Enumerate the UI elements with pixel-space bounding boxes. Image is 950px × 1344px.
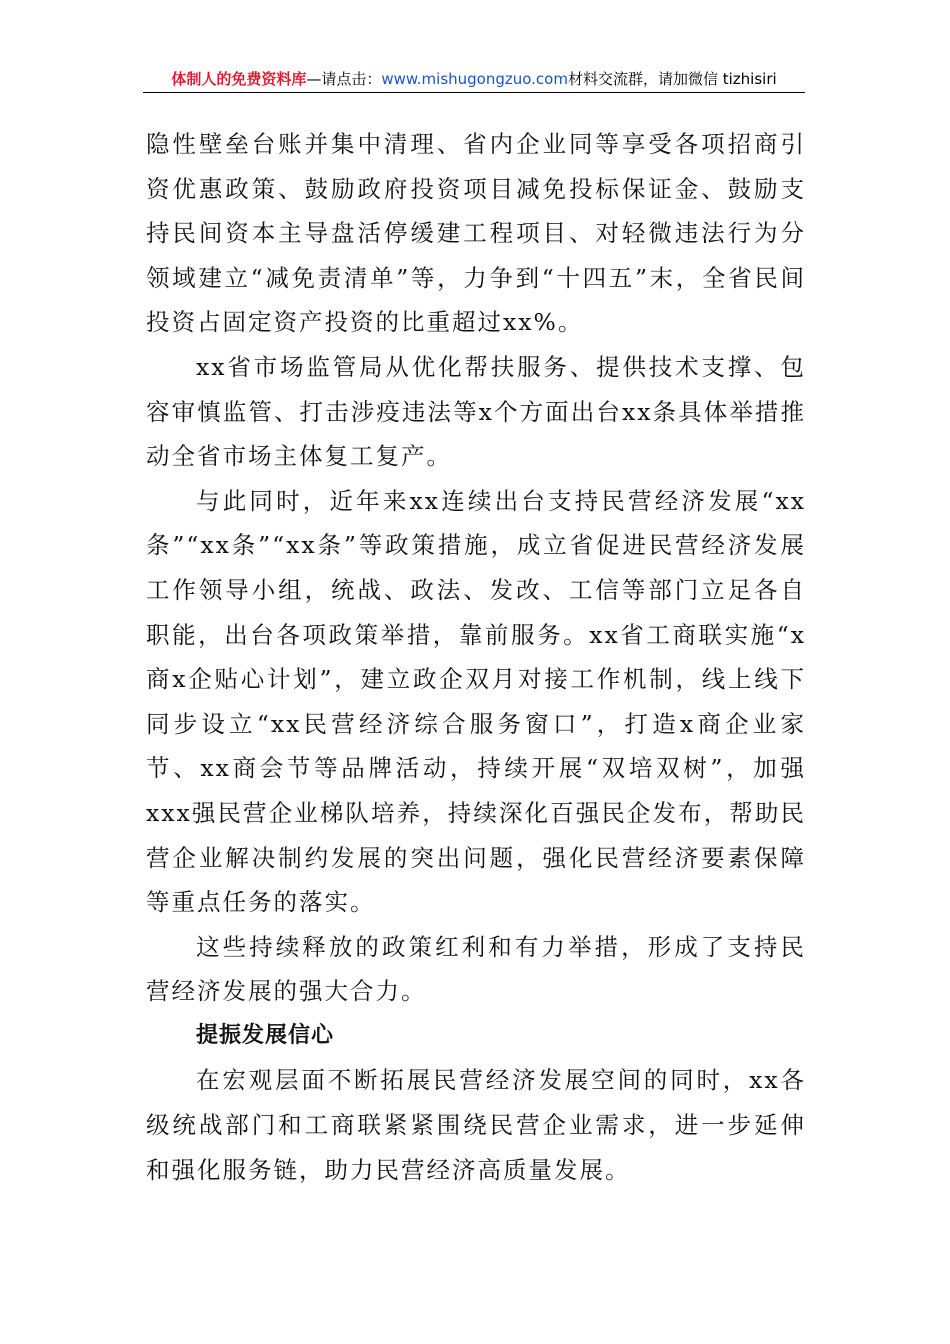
header-prompt: —请点击： xyxy=(306,70,382,88)
paragraph-1: 隐性壁垒台账并集中清理、省内企业同等享受各项招商引资优惠政策、鼓励政府投资项目减免投标保证金、鼓励支持民间资本主导盘活停缓建工程项目、对轻微违法行为分领域建立“减免责清单”等，力争到“十四五”末，全省民间投资占固定资产投资的比重超过xx%。 xyxy=(146,130,806,337)
paragraph-3: 与此同时，近年来xx连续出台支持民营经济发展“xx条”“xx条”“xx条”等政策措施，成立省促进民营经济发展工作领导小组，统战、政法、发改、工信等部门立足各自职能，出台各项政策举措，靠前服务。xx省工商联实施“x商x企贴心计划”，建立政企双月对接工作机制，线上线下同步设立“xx民营经济综合服务窗口”，打造x商企业家节、xx商会节等品牌活动，持续开展“双培双树”，加强xxx强民营企业梯队培养，持续深化百强民企发布，帮助民营企业解决制约发展的突出问题，强化民营经济要素保障等重点任务的落实。 xyxy=(146,486,806,917)
page-header xyxy=(143,66,805,93)
header-brand: 体制人的免费资料库 xyxy=(171,70,307,88)
header-contact: 材料交流群，请加微信 tizhisiri xyxy=(567,70,777,88)
section-heading: 提振发展信心 xyxy=(196,1022,335,1048)
document-body xyxy=(146,122,806,1192)
paragraph-4: 这些持续释放的政策红利和有力举措，形成了支持民营经济发展的强大合力。 xyxy=(146,932,806,1006)
header-link[interactable]: www.mishugongzuo.com xyxy=(381,70,568,88)
paragraph-2: xx省市场监管局从优化帮扶服务、提供技术支撑、包容审慎监管、打击涉疫违法等x个方面出台xx条具体举措推动全省市场主体复工复产。 xyxy=(146,352,806,471)
paragraph-5: 在宏观层面不断拓展民营经济发展空间的同时，xx各级统战部门和工商联紧紧围绕民营企业需求，进一步延伸和强化服务链，助力民营经济高质量发展。 xyxy=(146,1066,806,1184)
